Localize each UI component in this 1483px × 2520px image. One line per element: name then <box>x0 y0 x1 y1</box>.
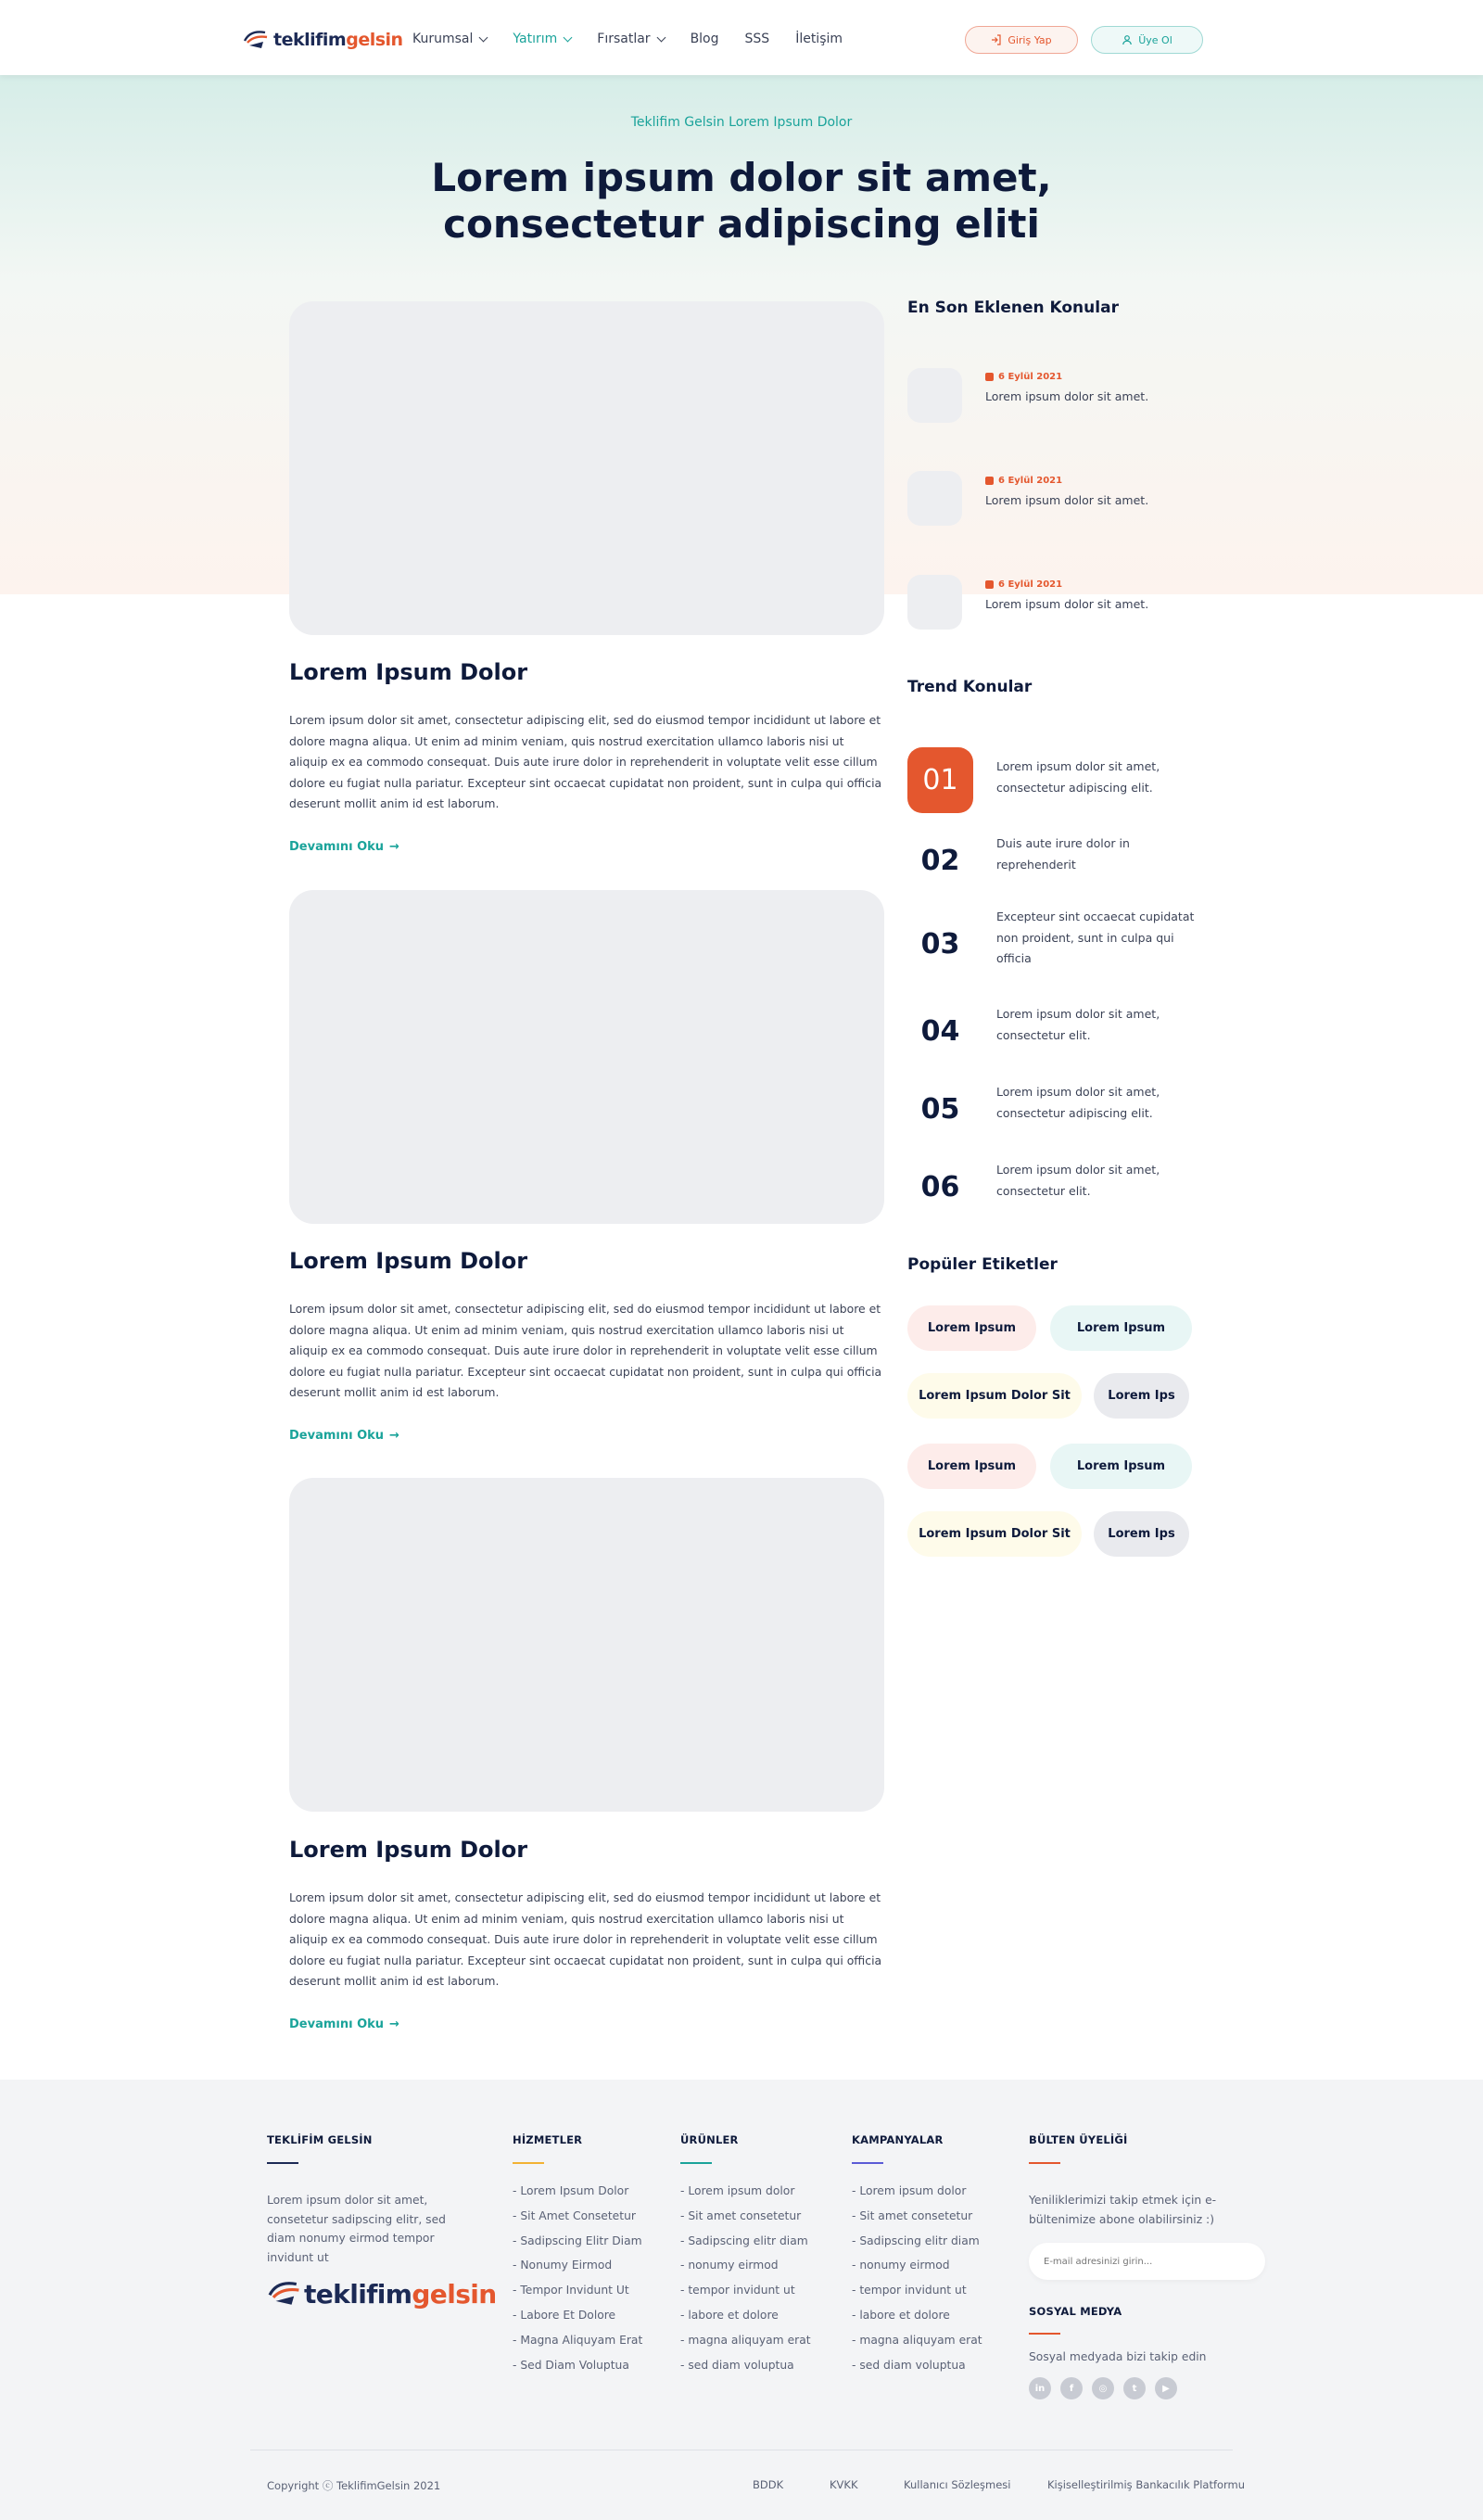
hero-title <box>0 155 1483 248</box>
tag-chip[interactable]: Lorem Ipsum <box>1050 1305 1192 1351</box>
trend-number: 04 <box>920 1015 960 1048</box>
brand-part1: teklifim <box>304 2278 412 2310</box>
tag-chip[interactable]: Lorem Ipsum <box>907 1444 1036 1489</box>
tag-chip[interactable]: Lorem Ips <box>1094 1373 1189 1419</box>
recent-date <box>985 476 1062 486</box>
tag-chip[interactable]: Lorem Ipsum <box>907 1305 1036 1351</box>
footer-social-text: Sosyal medyada bizi takip edin <box>1029 2350 1207 2363</box>
tag-chip[interactable]: Lorem Ipsum Dolor Sit <box>907 1511 1082 1557</box>
footer-services-list <box>513 2179 642 2377</box>
recent-date <box>985 372 1062 382</box>
chevron-down-icon <box>656 32 665 42</box>
read-more-link[interactable] <box>289 2017 399 2031</box>
footer-services-heading: HİZMETLER <box>513 2133 583 2146</box>
logo-mark-icon <box>243 28 271 52</box>
twitter-icon[interactable]: t <box>1123 2377 1146 2399</box>
post-excerpt: Lorem ipsum dolor sit amet, consectetur adipiscing elit, sed do eiusmod tempor incididunt ut labore et dolore magna aliqua. Ut enim ad minim veniam, quis nostrud exercitation ullamco laboris nisi ut aliquip ex ea commodo consequat. Duis aute irure dolor in reprehenderit in voluptate velit esse cillum dolore eu fugiat nulla pariatur. Excepteur sint occaecat cupidatat non proident, sunt in culpa qui officia deserunt mollit anim id est laborum. <box>289 1890 882 1988</box>
tag-chip[interactable]: Lorem Ips <box>1094 1511 1189 1557</box>
footer-link[interactable]: - Tempor Invidunt Ut <box>513 2284 629 2297</box>
footer-about-heading: TEKLİFİM GELSİN <box>267 2133 373 2146</box>
nav-item-iletisim[interactable] <box>795 32 843 46</box>
trend-title[interactable]: Lorem ipsum dolor sit amet, consectetur elit. <box>996 1007 1160 1042</box>
trend-title[interactable]: Duis aute irure dolor in reprehenderit <box>996 836 1130 872</box>
post-image[interactable] <box>289 301 884 635</box>
nav-item-yatirim[interactable] <box>513 32 571 46</box>
nav-label: Yatırım <box>513 32 558 46</box>
login-label: Giriş Yap <box>1008 33 1052 46</box>
nav-label: SSS <box>744 32 770 46</box>
footer-bottom-link-terms[interactable]: Kullanıcı Sözleşmesi <box>904 2478 1011 2491</box>
nav-label: İletişim <box>795 32 843 46</box>
trend-title[interactable]: Lorem ipsum dolor sit amet, consectetur adipiscing elit. <box>996 1085 1160 1120</box>
footer-link[interactable]: - Magna Aliquyam Erat <box>513 2333 643 2347</box>
nav-item-sss[interactable] <box>745 32 770 46</box>
footer-products-list <box>680 2179 811 2377</box>
facebook-icon[interactable]: f <box>1060 2377 1083 2399</box>
nav-item-firsatlar[interactable] <box>597 32 664 46</box>
footer-logo[interactable] <box>267 2278 497 2310</box>
trend-number: 01 <box>907 747 973 813</box>
recent-thumbnail[interactable] <box>907 575 962 630</box>
footer-products-divider <box>680 2162 712 2164</box>
recent-title[interactable]: Lorem ipsum dolor sit amet. <box>985 493 1149 507</box>
footer-link[interactable]: - Lorem ipsum dolor <box>852 2184 967 2197</box>
trend-title[interactable]: Lorem ipsum dolor sit amet, consectetur adipiscing elit. <box>996 759 1160 795</box>
youtube-icon[interactable]: ▶ <box>1155 2377 1177 2399</box>
recent-title[interactable]: Lorem ipsum dolor sit amet. <box>985 597 1149 611</box>
footer-link[interactable]: - Sit amet consetetur <box>680 2208 802 2222</box>
read-more-label: Devamını Oku <box>289 1429 385 1443</box>
trend-number: 02 <box>920 845 960 877</box>
footer-products-heading: ÜRÜNLER <box>680 2133 739 2146</box>
arrow-right-icon: → <box>389 840 399 854</box>
chevron-down-icon <box>564 32 573 42</box>
tag-chip[interactable]: Lorem Ipsum <box>1050 1444 1192 1489</box>
footer-link[interactable]: - Sadipscing elitr diam <box>852 2234 980 2247</box>
footer-services-divider <box>513 2162 544 2164</box>
nav-item-blog[interactable] <box>691 32 719 46</box>
footer-link[interactable]: - tempor invidunt ut <box>680 2284 795 2297</box>
footer-bottom-link-bddk[interactable]: BDDK <box>753 2478 784 2491</box>
post-excerpt: Lorem ipsum dolor sit amet, consectetur adipiscing elit, sed do eiusmod tempor incididunt ut labore et dolore magna aliqua. Ut enim ad minim veniam, quis nostrud exercitation ullamco laboris nisi ut aliquip ex ea commodo consequat. Duis aute irure dolor in reprehenderit in voluptate velit esse cillum dolore eu fugiat nulla pariatur. Excepteur sint occaecat cupidatat non proident, sunt in culpa qui officia deserunt mollit anim id est laborum. <box>289 1302 882 1399</box>
trend-title[interactable]: Lorem ipsum dolor sit amet, consectetur elit. <box>996 1163 1160 1198</box>
recent-thumbnail[interactable] <box>907 471 962 526</box>
tag-chip[interactable]: Lorem Ipsum Dolor Sit <box>907 1373 1082 1419</box>
linkedin-icon[interactable]: in <box>1029 2377 1051 2399</box>
footer-link[interactable]: - Sadipscing elitr diam <box>680 2234 808 2247</box>
trend-number: 05 <box>920 1093 960 1126</box>
trend-number: 06 <box>920 1171 960 1203</box>
calendar-icon <box>985 477 994 485</box>
footer-campaigns-heading: KAMPANYALAR <box>852 2133 944 2146</box>
footer-link[interactable]: - Sit amet consetetur <box>852 2208 973 2222</box>
nav-label: Fırsatlar <box>597 32 651 46</box>
calendar-icon <box>985 580 994 589</box>
footer-link[interactable]: - nonumy eirmod <box>852 2259 950 2272</box>
recent-date <box>985 579 1062 590</box>
footer-link[interactable]: - Sit Amet Consetetur <box>513 2208 636 2222</box>
nav-label: Blog <box>690 32 719 46</box>
footer-link[interactable]: - magna aliquyam erat <box>852 2333 982 2347</box>
footer-link[interactable]: - Nonumy Eirmod <box>513 2259 613 2272</box>
post-excerpt: Lorem ipsum dolor sit amet, consectetur adipiscing elit, sed do eiusmod tempor incididunt ut labore et dolore magna aliqua. Ut enim ad minim veniam, quis nostrud exercitation ullamco laboris nisi ut aliquip ex ea commodo consequat. Duis aute irure dolor in reprehenderit in voluptate velit esse cillum dolore eu fugiat nulla pariatur. Excepteur sint occaecat cupidatat non proident, sunt in culpa qui officia deserunt mollit anim id est laborum. <box>289 713 882 810</box>
site-header <box>0 0 1483 75</box>
newsletter-email-input[interactable] <box>1029 2243 1265 2280</box>
post-image[interactable] <box>289 1478 884 1812</box>
nav-label: Kurumsal <box>412 32 474 46</box>
post-title[interactable]: Lorem Ipsum Dolor <box>289 1837 528 1863</box>
login-button[interactable] <box>965 26 1078 54</box>
logo-mark-icon <box>267 2278 304 2310</box>
footer-link[interactable]: - Sed Diam Voluptua <box>513 2358 629 2372</box>
footer-link[interactable]: - Lorem ipsum dolor <box>680 2184 795 2197</box>
read-more-label: Devamını Oku <box>289 840 385 854</box>
footer-link[interactable]: - Lorem Ipsum Dolor <box>513 2184 629 2197</box>
instagram-icon[interactable]: ◎ <box>1092 2377 1114 2399</box>
post-title[interactable]: Lorem Ipsum Dolor <box>289 659 528 685</box>
post-title[interactable]: Lorem Ipsum Dolor <box>289 1248 528 1274</box>
footer-newsletter-heading: BÜLTEN ÜYELİĞİ <box>1029 2133 1128 2146</box>
footer-social-divider <box>1029 2333 1060 2335</box>
chevron-down-icon <box>479 32 488 42</box>
copyright: Copyright ⓒ TeklifimGelsin 2021 <box>267 2479 441 2492</box>
footer-link[interactable]: - labore et dolore <box>680 2308 779 2322</box>
footer-bottom-link-kvkk[interactable]: KVKK <box>830 2478 858 2491</box>
footer-campaigns-list <box>852 2179 982 2377</box>
calendar-icon <box>985 373 994 381</box>
recent-date-text: 6 Eylül 2021 <box>998 579 1063 590</box>
signup-label: Üye Ol <box>1138 33 1172 46</box>
footer-link[interactable]: - magna aliquyam erat <box>680 2333 811 2347</box>
footer-campaigns-divider <box>852 2162 883 2164</box>
footer-about-divider <box>267 2162 298 2164</box>
brand-part2: gelsin <box>346 30 403 50</box>
user-icon <box>1122 34 1133 45</box>
recent-date-text: 6 Eylül 2021 <box>998 372 1063 382</box>
footer-newsletter-divider <box>1029 2162 1060 2164</box>
read-more-link[interactable] <box>289 1429 399 1443</box>
footer-social-heading: SOSYAL MEDYA <box>1029 2305 1122 2318</box>
trend-title[interactable]: Excepteur sint occaecat cupidatat non proident, sunt in culpa qui officia <box>996 910 1195 965</box>
main-nav <box>412 32 868 46</box>
login-icon <box>991 34 1002 45</box>
footer-about-text: Lorem ipsum dolor sit amet, consetetur sadipscing elitr, sed diam nonumy eirmod tempor invidunt ut <box>267 2194 446 2264</box>
footer-link[interactable]: - Sadipscing Elitr Diam <box>513 2234 642 2247</box>
footer-link[interactable]: - tempor invidunt ut <box>852 2284 967 2297</box>
nav-item-kurumsal[interactable] <box>412 32 487 46</box>
recent-title[interactable]: Lorem ipsum dolor sit amet. <box>985 389 1149 403</box>
footer-link[interactable]: - labore et dolore <box>852 2308 950 2322</box>
read-more-link[interactable] <box>289 840 399 854</box>
recent-heading: En Son Eklenen Konular <box>907 299 1119 317</box>
trend-number: 03 <box>920 928 960 961</box>
tags-heading: Popüler Etiketler <box>907 1255 1058 1274</box>
footer-link[interactable]: - Labore Et Dolore <box>513 2308 616 2322</box>
brand-logo[interactable] <box>243 25 403 55</box>
arrow-right-icon: → <box>389 2017 399 2031</box>
footer-link[interactable]: - nonumy eirmod <box>680 2259 779 2272</box>
trend-heading: Trend Konular <box>907 678 1033 696</box>
hero-title-line2: consectetur adipiscing eliti <box>443 201 1040 247</box>
recent-thumbnail[interactable] <box>907 368 962 423</box>
footer-link[interactable]: - sed diam voluptua <box>680 2358 794 2372</box>
read-more-label: Devamını Oku <box>289 2017 385 2031</box>
hero-title-line1: Lorem ipsum dolor sit amet, <box>431 155 1052 200</box>
post-image[interactable] <box>289 890 884 1224</box>
recent-date-text: 6 Eylül 2021 <box>998 476 1063 486</box>
signup-button[interactable] <box>1091 26 1203 54</box>
arrow-right-icon: → <box>389 1429 399 1443</box>
footer-newsletter-text: Yeniliklerimizi takip etmek için e-bültenimize abone olabilirsiniz :) <box>1029 2194 1217 2226</box>
brand-part1: teklifim <box>273 30 347 50</box>
footer-bottom-link-platform[interactable]: Kişiselleştirilmiş Bankacılık Platformu <box>1047 2478 1246 2491</box>
brand-part2: gelsin <box>412 2278 497 2310</box>
hero-kicker: Teklifim Gelsin Lorem Ipsum Dolor <box>630 115 853 130</box>
footer-link[interactable]: - sed diam voluptua <box>852 2358 966 2372</box>
